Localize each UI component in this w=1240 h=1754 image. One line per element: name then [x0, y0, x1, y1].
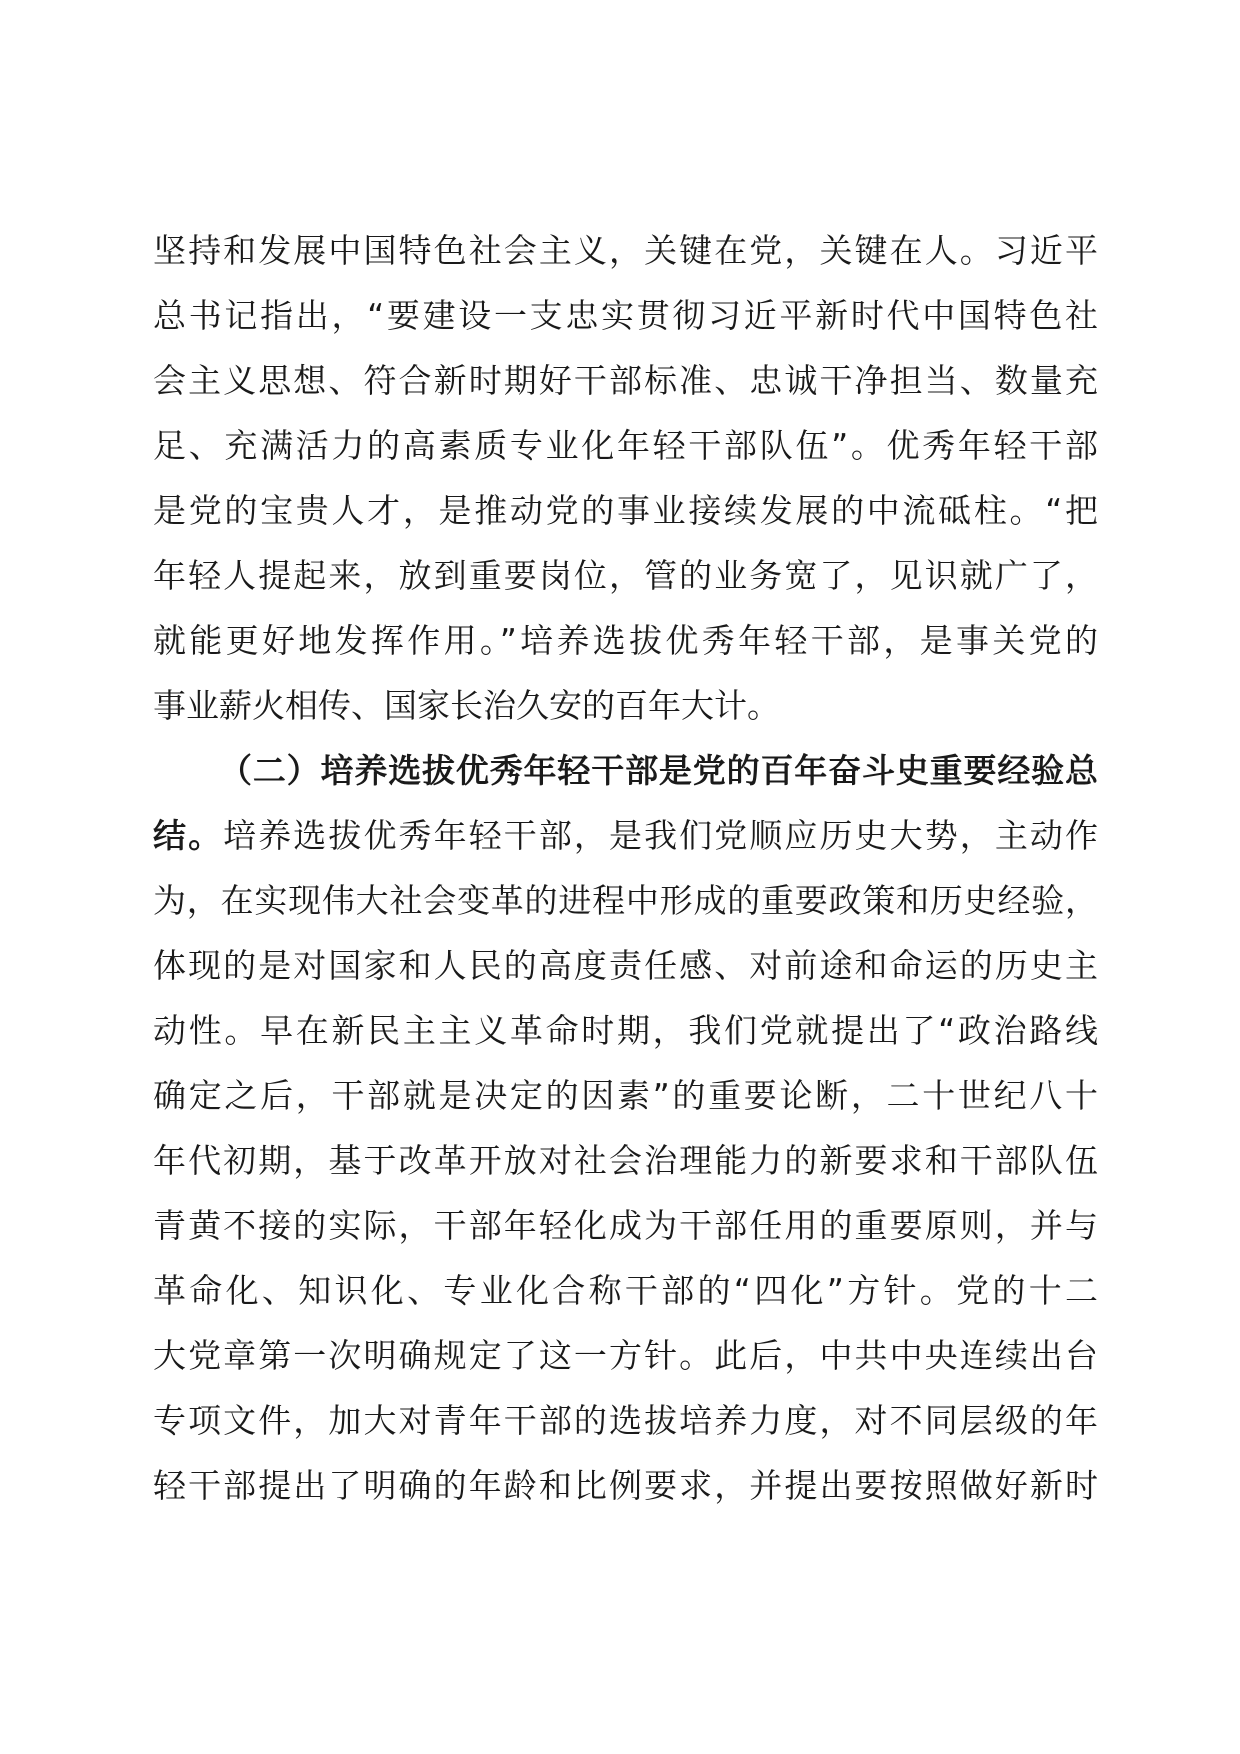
text-line: 年轻人提起来，放到重要岗位，管的业务宽了，见识就广了，	[153, 556, 1098, 595]
text-line: 会主义思想、符合新时期好干部标准、忠诚干净担当、数量充	[153, 361, 1098, 400]
text-line: 动性。早在新民主主义革命时期，我们党就提出了“政治路线	[153, 1011, 1098, 1050]
text-line: 坚持和发展中国特色社会主义，关键在党，关键在人。习近平	[153, 231, 1098, 270]
document-body	[153, 218, 1098, 1518]
text-line: 大党章第一次明确规定了这一方针。此后，中共中央连续出台	[153, 1336, 1098, 1375]
text-line: 确定之后，干部就是决定的因素”的重要论断，二十世纪八十	[153, 1076, 1098, 1115]
paragraph-2	[153, 738, 1098, 1518]
text-line: 青黄不接的实际，干部年轻化成为干部任用的重要原则，并与	[153, 1206, 1098, 1245]
text-line: 是党的宝贵人才，是推动党的事业接续发展的中流砥柱。“把	[153, 491, 1098, 530]
text-line: 总书记指出，“要建设一支忠实贯彻习近平新时代中国特色社	[153, 296, 1098, 335]
text-line: 轻干部提出了明确的年龄和比例要求，并提出要按照做好新时	[153, 1466, 1098, 1505]
paragraph-1	[153, 218, 1098, 738]
text-line: 年代初期，基于改革开放对社会治理能力的新要求和干部队伍	[153, 1141, 1098, 1180]
text-line: 专项文件，加大对青年干部的选拔培养力度，对不同层级的年	[153, 1401, 1098, 1440]
text-line: 事业薪火相传、国家长治久安的百年大计。	[153, 686, 780, 725]
section-heading: （二）培养选拔优秀年轻干部是党的百年奋斗史重要经验总	[219, 751, 1098, 790]
text-line: 为，在实现伟大社会变革的进程中形成的重要政策和历史经验，	[153, 881, 1098, 920]
text-line: 就能更好地发挥作用。”培养选拔优秀年轻干部，是事关党的	[153, 621, 1098, 660]
text-line: 足、充满活力的高素质专业化年轻干部队伍”。优秀年轻干部	[153, 426, 1098, 465]
text-line: 革命化、知识化、专业化合称干部的“四化”方针。党的十二	[153, 1271, 1098, 1310]
text-segment: 培养选拔优秀年轻干部，是我们党顺应历史大势，主动作	[223, 816, 1099, 855]
text-line: 体现的是对国家和人民的高度责任感、对前途和命运的历史主	[153, 946, 1098, 985]
section-heading-end: 结。	[153, 816, 224, 855]
text-line	[153, 803, 1098, 868]
